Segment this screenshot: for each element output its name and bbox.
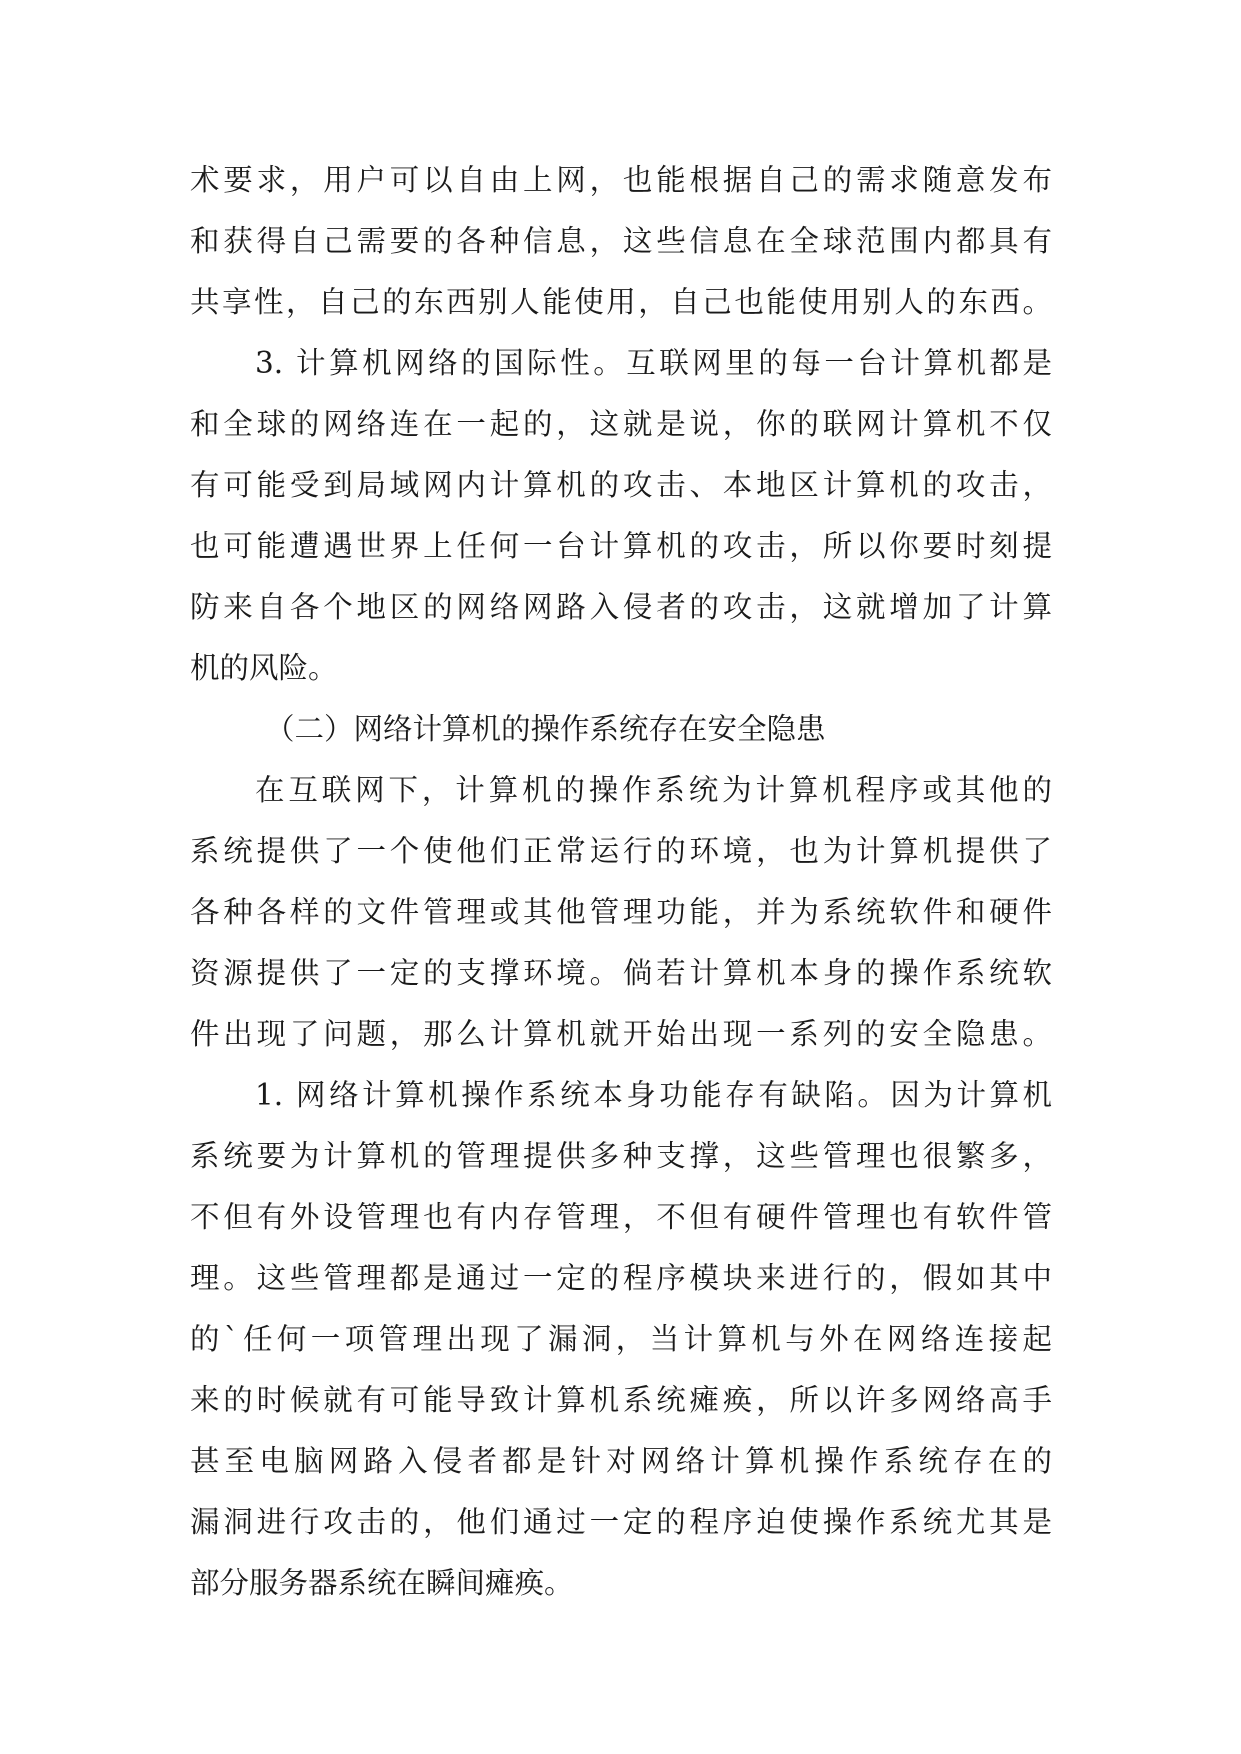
document-page <box>190 150 1060 1614</box>
text-line: 和全球的网络连在一起的，这就是说，你的联网计算机不仅 <box>190 407 1052 441</box>
paragraph-start-line: 3. 计算机网络的国际性。互联网里的每一台计算机都是 <box>255 346 1052 380</box>
text-line: 甚至电脑网路入侵者都是针对网络计算机操作系统存在的 <box>190 1444 1052 1478</box>
text-line: 术要求，用户可以自由上网，也能根据自己的需求随意发布 <box>190 163 1052 197</box>
paragraph-start-line: 1. 网络计算机操作系统本身功能存有缺陷。因为计算机 <box>255 1078 1052 1112</box>
text-line: 系统要为计算机的管理提供多种支撑，这些管理也很繁多， <box>190 1139 1052 1173</box>
text-line: 系统提供了一个使他们正常运行的环境，也为计算机提供了 <box>190 834 1052 868</box>
text-line: 共享性，自己的东西别人能使用，自己也能使用别人的东西。 <box>190 285 1052 319</box>
text-line: 的`任何一项管理出现了漏洞，当计算机与外在网络连接起 <box>190 1322 1052 1356</box>
text-line: 各种各样的文件管理或其他管理功能，并为系统软件和硬件 <box>190 895 1052 929</box>
text-line: 资源提供了一定的支撑环境。倘若计算机本身的操作系统软 <box>190 956 1052 990</box>
paragraph-start-line: 在互联网下，计算机的操作系统为计算机程序或其他的 <box>255 773 1052 807</box>
text-line: 来的时候就有可能导致计算机系统瘫痪，所以许多网络高手 <box>190 1383 1052 1417</box>
text-line: 不但有外设管理也有内存管理，不但有硬件管理也有软件管 <box>190 1200 1052 1234</box>
text-line: 和获得自己需要的各种信息，这些信息在全球范围内都具有 <box>190 224 1052 258</box>
text-line: 部分服务器系统在瞬间瘫痪。 <box>190 1566 574 1600</box>
text-line: 机的风险。 <box>190 651 338 685</box>
text-line: 理。这些管理都是通过一定的程序模块来进行的，假如其中 <box>190 1261 1052 1295</box>
text-line: 也可能遭遇世界上任何一台计算机的攻击，所以你要时刻提 <box>190 529 1052 563</box>
text-line: 有可能受到局域网内计算机的攻击、本地区计算机的攻击， <box>190 468 1052 502</box>
section-heading: （二）网络计算机的操作系统存在安全隐患 <box>265 712 826 746</box>
text-line: 防来自各个地区的网络网路入侵者的攻击，这就增加了计算 <box>190 590 1052 624</box>
text-line: 漏洞进行攻击的，他们通过一定的程序迫使操作系统尤其是 <box>190 1505 1052 1539</box>
text-line: 件出现了问题，那么计算机就开始出现一系列的安全隐患。 <box>190 1017 1052 1051</box>
